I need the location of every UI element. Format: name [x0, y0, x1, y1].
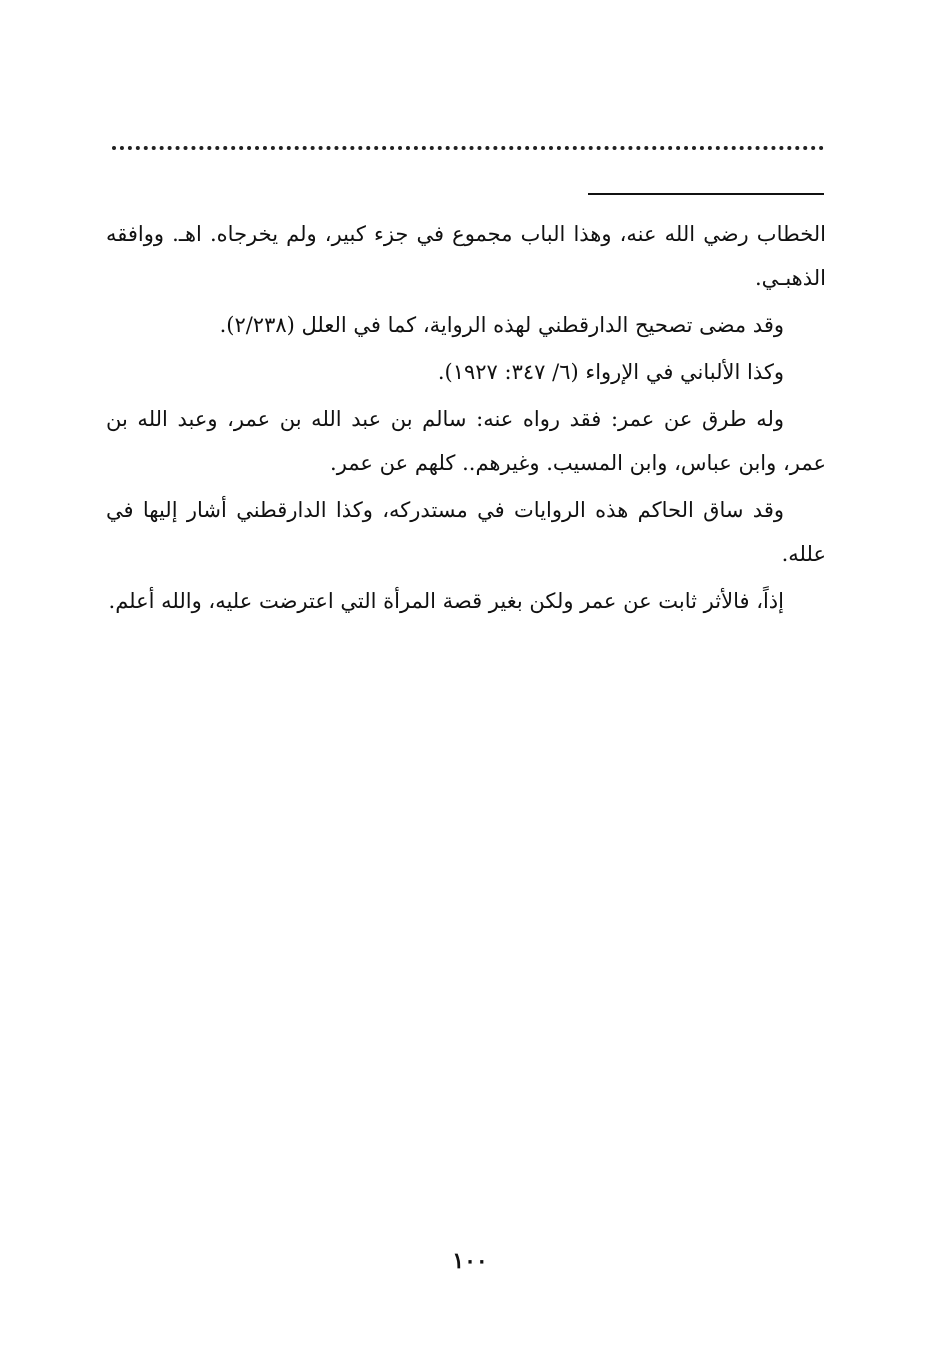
- paragraph-albani: وكذا الألباني في الإرواء (٦/ ٣٤٧: ١٩٢٧).: [437, 360, 784, 384]
- body-text: [106, 212, 826, 626]
- paragraph-routes: وله طرق عن عمر: فقد رواه عنه: سالم بن عبد الله بن عمر، وعبد الله بن عمر، وابن عباس، وابن المسيب. وغيرهم.. كلهم عن عمر.: [106, 407, 826, 475]
- page-number: ١٠٠: [452, 1248, 488, 1274]
- paragraph-hakim: وقد ساق الحاكم هذه الروايات في مستدركه، وكذا الدارقطني أشار إليها في علله.: [106, 498, 826, 566]
- footnote-rule: [588, 193, 824, 195]
- paragraph-continuation: الخطاب رضي الله عنه، وهذا الباب مجموع في جزء كبير، ولم يخرجاه. اهـ. ووافقه الذهبـي.: [106, 222, 826, 290]
- paragraph-conclusion: إذاً، فالأثر ثابت عن عمر ولكن بغير قصة المرأة التي اعترضت عليه، والله أعلم.: [108, 589, 784, 613]
- paragraph-daraqutni: وقد مضى تصحيح الدارقطني لهذه الرواية، كما في العلل (٢/٢٣٨).: [219, 313, 784, 337]
- dotted-separator: [112, 146, 824, 150]
